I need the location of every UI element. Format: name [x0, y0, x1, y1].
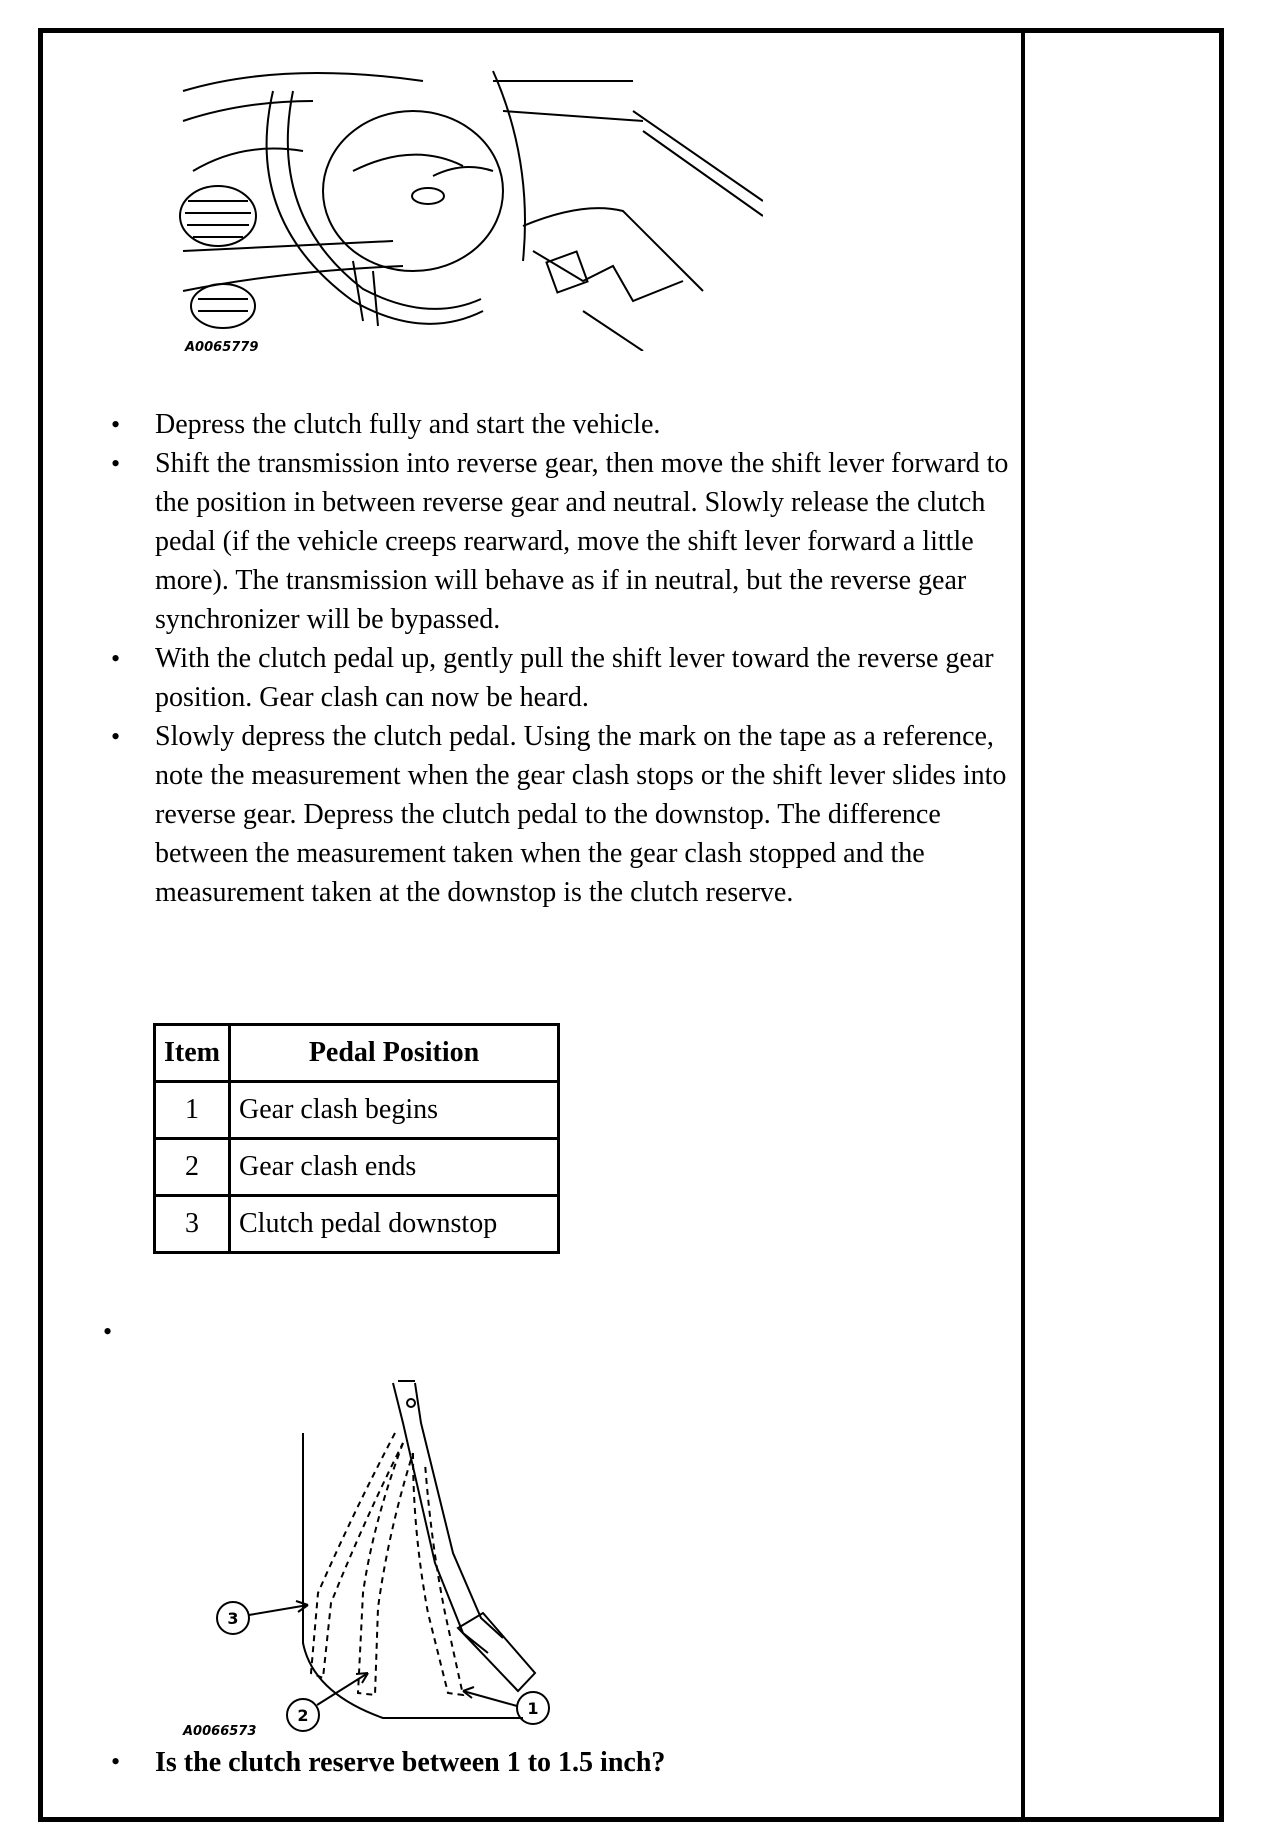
figure1-caption: A0065779 [185, 340, 259, 351]
step-item: • Slowly depress the clutch pedal. Using the mark on the tape as a reference, note the measurement when the gear clash stops or the shift lever slides into reverse gear. Depress the clutch pedal to the downstop. The difference between the measurement taken when the gear clash stopped and the measurement taken at the downstop is the clutch reserve. [103, 717, 1023, 912]
step-item: • Shift the transmission into reverse gear, then move the shift lever forward to the position in between reverse gear and neutral. Slowly release the clutch pedal (if the vehicle creeps rearward, move the shift lever forward a little more). The transmission will behave as if in neutral, but the reverse gear synchronizer will be bypassed. [103, 444, 1023, 639]
question-text: Is the clutch reserve between 1 to 1.5 inch? [155, 1747, 666, 1778]
table-header-row [155, 1025, 559, 1082]
pedal-position: Clutch pedal downstop [230, 1196, 559, 1253]
table-row [155, 1139, 559, 1196]
procedure-content [43, 33, 1021, 1817]
pedal-position-table [153, 1023, 560, 1254]
step-item: • With the clutch pedal up, gently pull the shift lever toward the reverse gear position. Gear clash can now be heard. [103, 639, 1023, 717]
callout-2: 2 [297, 1706, 309, 1725]
procedure-steps [103, 405, 1023, 912]
column-header-item: Item [155, 1025, 230, 1082]
empty-bullet: • [103, 1317, 113, 1346]
item-number: 3 [155, 1196, 230, 1253]
bullet: • [111, 1747, 121, 1776]
pedal-position: Gear clash begins [230, 1082, 559, 1139]
table-row [155, 1082, 559, 1139]
step-item: • Depress the clutch fully and start the vehicle. [103, 405, 1023, 444]
table-row [155, 1196, 559, 1253]
callout-1: 1 [527, 1699, 539, 1718]
figure2-caption: A0066573 [183, 1724, 257, 1739]
page-frame [38, 28, 1224, 1822]
pedal-position: Gear clash ends [230, 1139, 559, 1196]
item-number: 1 [155, 1082, 230, 1139]
steering-wheel-illustration [163, 51, 763, 351]
column-divider [1021, 33, 1025, 1817]
column-header-pedal-position: Pedal Position [230, 1025, 559, 1082]
item-number: 2 [155, 1139, 230, 1196]
callout-3: 3 [227, 1609, 239, 1628]
clutch-pedal-illustration [163, 1373, 663, 1743]
